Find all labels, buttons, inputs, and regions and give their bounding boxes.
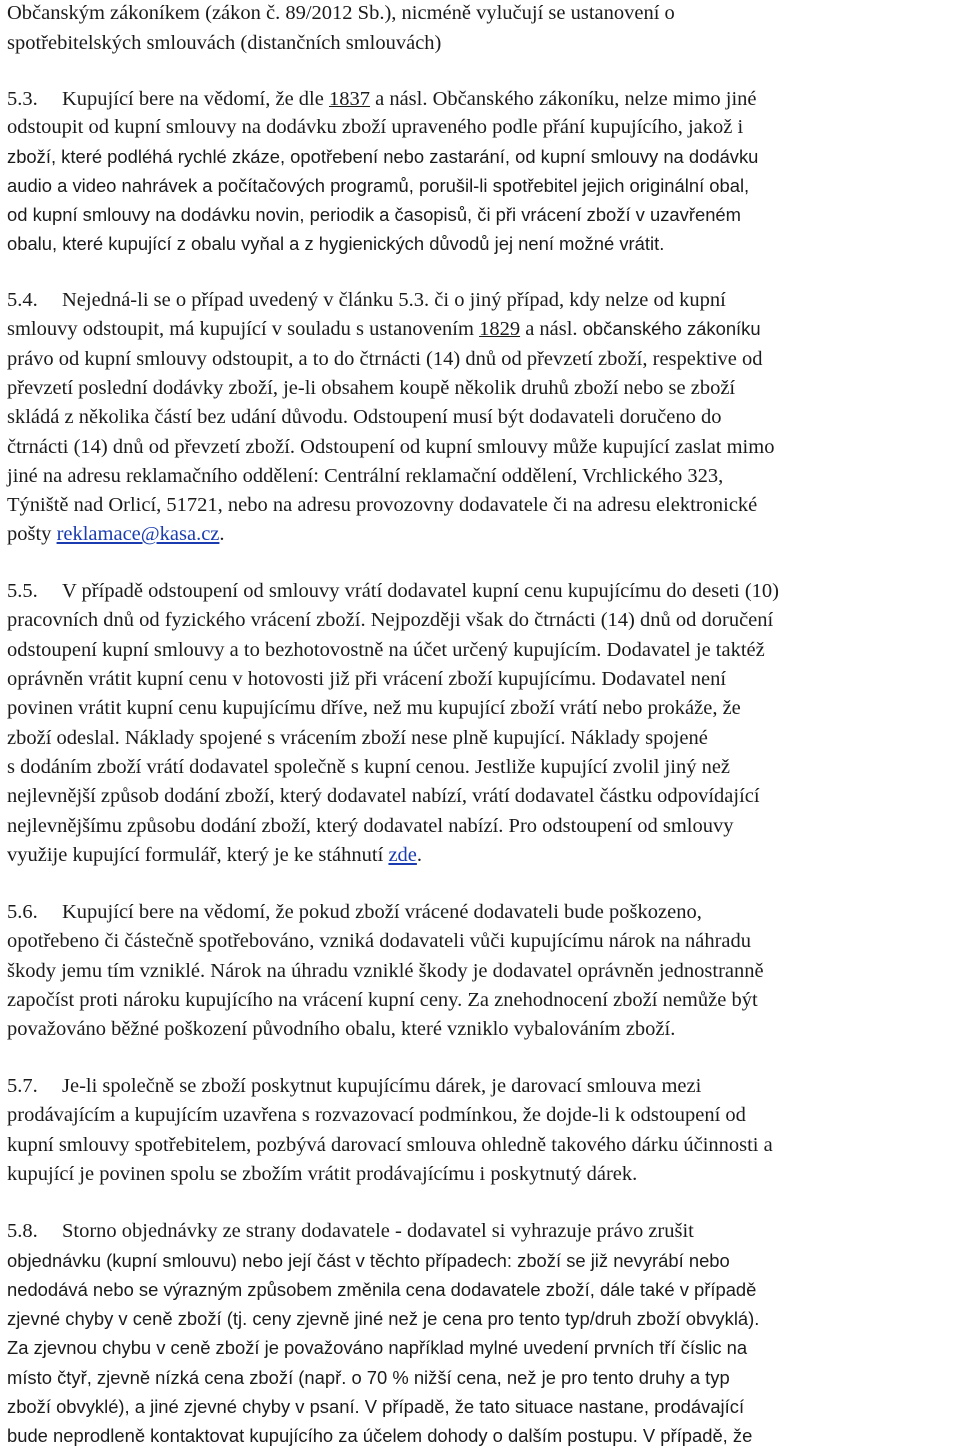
section-5-4-heading-line: 5.4. Nejedná-li se o případ uvedený v článku 5.3. či o jiný případ, kdy nelze od kupní bbox=[7, 289, 726, 311]
section-5-4-line: jiné na adresu reklamačního oddělení: Centrální reklamační oddělení, Vrchlického 323, bbox=[7, 465, 724, 487]
section-5-8-line: zjevné chyby v ceně zboží (tj. ceny zjevně jiné než je cena pro tento typ/druh zboží obvyklá). bbox=[7, 1308, 760, 1329]
intro-line-2: spotřebitelských smlouvách (distančních smlouvách) bbox=[7, 32, 442, 54]
section-5-5-heading-line: 5.5. V případě odstoupení od smlouvy vrátí dodavatel kupní cenu kupujícímu do deseti (10) bbox=[7, 580, 779, 602]
section-5-5-line: pracovních dnů od fyzického vrácení zboží. Nejpozději však do čtrnácti (14) dnů od doručení bbox=[7, 609, 774, 631]
section-5-4-line: právo od kupní smlouvy odstoupit, a to do čtrnácti (14) dnů od převzetí zboží, respektive od bbox=[7, 348, 763, 370]
section-label: 5.5. bbox=[7, 580, 38, 602]
section-5-5-line: využije kupující formulář, který je ke stáhnutí zde. bbox=[7, 844, 423, 866]
section-5-5-line: zboží odeslal. Náklady spojené s vrácením zboží nese plně kupující. Náklady spojené bbox=[7, 727, 708, 749]
section-5-3-line: odstoupit od kupní smlouvy na dodávku zboží upraveného podle přání kupujícího, jakož i bbox=[7, 116, 744, 138]
law-paragraph-ref: 1829 bbox=[479, 318, 521, 340]
intro-line-1: Občanským zákoníkem (zákon č. 89/2012 Sb.), nicméně vylučují se ustanovení o bbox=[7, 2, 675, 24]
section-5-7-line: kupní smlouvy spotřebitelem, pozbývá darovací smlouva ohledně takového dárku účinnosti a bbox=[7, 1134, 773, 1156]
section-5-3-line: od kupní smlouvy na dodávku novin, periodik a časopisů, či při vrácení zboží v uzavřeném bbox=[7, 204, 741, 225]
section-5-7-line: prodávajícím a kupujícím uzavřena s rozvazovací podmínkou, že dojde-li k odstoupení od bbox=[7, 1104, 746, 1126]
section-5-3-heading-line: 5.3. Kupující bere na vědomí, že dle 1837 a násl. Občanského zákoníku, nelze mimo jiné bbox=[7, 88, 757, 110]
section-5-4-line: skládá z několika částí bez udání důvodu. Odstoupení musí být dodavateli doručeno do bbox=[7, 406, 722, 428]
section-5-6-line: škody jemu tím vzniklé. Nárok na úhradu vzniklé škody je dodavatel oprávněn jednostranně bbox=[7, 960, 764, 982]
section-5-5-line: nejlevnějšímu způsobu dodání zboží, který dodavatel nabízí. Pro odstoupení od smlouvy bbox=[7, 815, 734, 837]
section-label: 5.6. bbox=[7, 901, 38, 923]
section-5-8-line: místo čtyř, zjevně nízká cena zboží (např. o 70 % nižší cena, než je pro tento druhy a typ bbox=[7, 1367, 730, 1388]
section-5-8-heading-line: 5.8. Storno objednávky ze strany dodavatele - dodavatel si vyhrazuje právo zrušit bbox=[7, 1220, 694, 1242]
section-5-4-line: pošty reklamace@kasa.cz. bbox=[7, 523, 225, 545]
section-5-4-line: čtrnácti (14) dnů od převzetí zboží. Odstoupení od kupní smlouvy může kupující zaslat mimo bbox=[7, 436, 775, 458]
section-5-8-line: bude neprodleně kontaktovat kupujícího za účelem dohody o dalším postupu. V případě, že bbox=[7, 1425, 753, 1446]
form-download-link[interactable]: zde bbox=[388, 844, 417, 866]
section-label: 5.3. bbox=[7, 88, 38, 110]
section-5-5-line: nejlevnější způsob dodání zboží, který dodavatel nabízí, vrátí dodavatel částku odpovídající bbox=[7, 785, 760, 807]
section-5-8-line: Za zjevnou chybu v ceně zboží je považováno například mylné uvedení prvních tří číslic na bbox=[7, 1337, 748, 1358]
section-5-7-line: kupující je povinen spolu se zbožím vrátit prodávajícímu i poskytnutý dárek. bbox=[7, 1163, 638, 1185]
section-5-6-line: opotřebeno či částečně spotřebováno, vzniká dodavateli vůči kupujícímu nárok na náhradu bbox=[7, 930, 752, 952]
section-label: 5.8. bbox=[7, 1220, 38, 1242]
section-5-4-line: smlouvy odstoupit, má kupující v souladu s ustanovením 1829 a násl. občanského zákoníku bbox=[7, 318, 761, 340]
law-paragraph-ref: 1837 bbox=[328, 88, 370, 110]
section-5-6-line: považováno běžné poškození původního obalu, které vzniklo vybalováním zboží. bbox=[7, 1018, 676, 1040]
section-label: 5.4. bbox=[7, 289, 38, 311]
section-5-3-line: zboží, které podléhá rychlé zkáze, opotřebení nebo zastarání, od kupní smlouvy na dodávku bbox=[7, 146, 759, 167]
section-5-5-line: povinen vrátit kupní cenu kupujícímu dříve, než mu kupující zboží vrátí nebo prokáže, že bbox=[7, 697, 741, 719]
section-label: 5.7. bbox=[7, 1075, 38, 1097]
section-5-5-line: s dodáním zboží vrátí dodavatel společně s kupní cenou. Jestliže kupující zvolil jiný než bbox=[7, 756, 731, 778]
section-5-5-line: odstoupení kupní smlouvy a to bezhotovostně na účet určený kupujícím. Dodavatel je taktéž bbox=[7, 639, 765, 661]
section-5-7-heading-line: 5.7. Je-li společně se zboží poskytnut kupujícímu dárek, je darovací smlouva mezi bbox=[7, 1075, 702, 1097]
section-5-6-line: započíst proti nároku kupujícího na vrácení kupní ceny. Za znehodnocení zboží nemůže být bbox=[7, 989, 758, 1011]
section-5-4-line: převzetí poslední dodávky zboží, je-li obsahem koupě několik druhů zboží nebo se zboží bbox=[7, 377, 736, 399]
section-5-8-line: nedodává nebo se výrazným způsobem změnila cena dodavatele zboží, dále také v případě bbox=[7, 1279, 757, 1300]
section-5-8-line: objednávku (kupní smlouvu) nebo její část v těchto případech: zboží se již nevyrábí nebo bbox=[7, 1250, 730, 1271]
section-5-3-line: obalu, které kupující z obalu vyňal a z hygienických důvodů jej není možné vrátit. bbox=[7, 233, 665, 254]
section-5-4-line: Týniště nad Orlicí, 51721, nebo na adresu provozovny dodavatele či na adresu elektronické bbox=[7, 494, 758, 516]
section-5-8-line: zboží obvyklé), a jiné zjevné chyby v psaní. V případě, že tato situace nastane, prodávající bbox=[7, 1396, 745, 1417]
section-5-3-line: audio a video nahrávek a počítačových programů, porušil-li spotřebitel jejich originální obal, bbox=[7, 175, 750, 196]
section-5-5-line: oprávněn vrátit kupní cenu v hotovosti již při vrácení zboží kupujícímu. Dodavatel není bbox=[7, 668, 727, 690]
section-5-6-heading-line: 5.6. Kupující bere na vědomí, že pokud zboží vrácené dodavateli bude poškozeno, bbox=[7, 901, 702, 923]
email-link[interactable]: reklamace@kasa.cz bbox=[56, 523, 220, 545]
